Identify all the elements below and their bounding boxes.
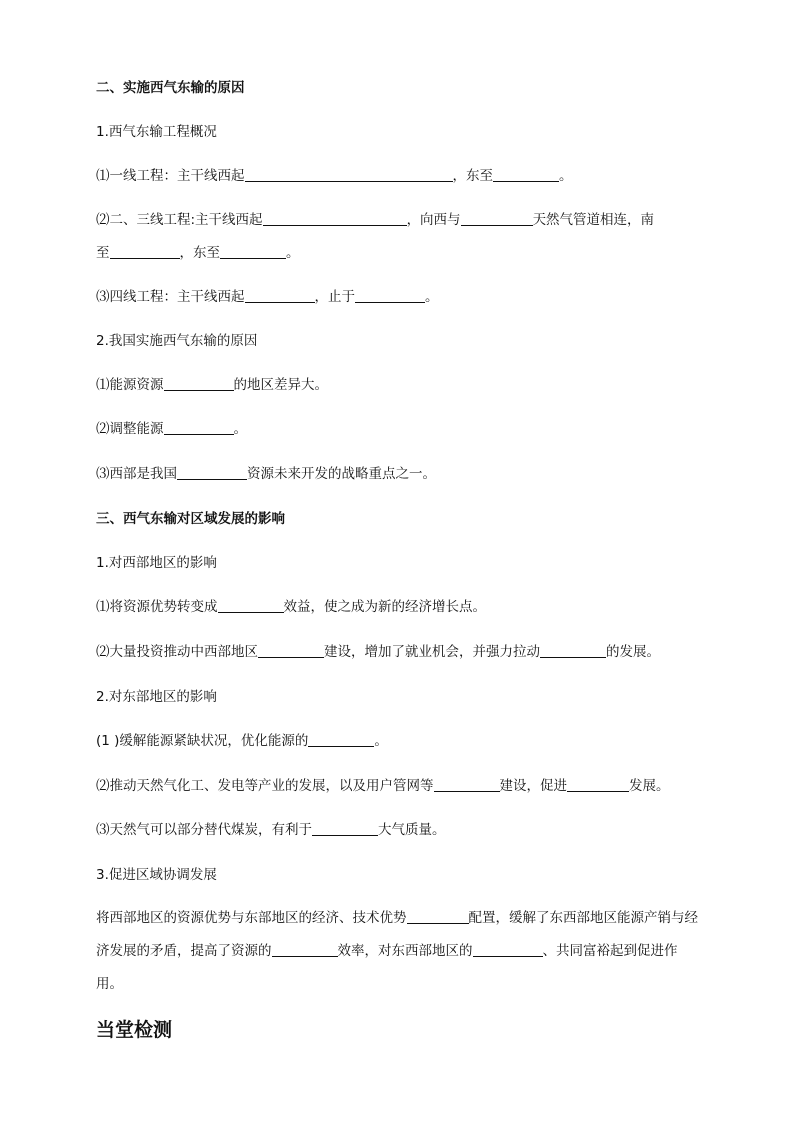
line-reason-3 bbox=[96, 464, 702, 484]
blank-field[interactable] bbox=[461, 211, 533, 226]
blank-field[interactable] bbox=[493, 167, 559, 182]
text: ，东至 bbox=[452, 168, 493, 184]
text: ，止于 bbox=[314, 289, 355, 305]
text: 。 bbox=[559, 168, 573, 184]
blank-field[interactable] bbox=[245, 167, 453, 182]
line-west-impact-2 bbox=[96, 642, 702, 662]
blank-field[interactable] bbox=[245, 288, 315, 303]
blank-field[interactable] bbox=[355, 288, 425, 303]
blank-field[interactable] bbox=[407, 909, 469, 924]
blank-field[interactable] bbox=[263, 211, 407, 226]
blank-field[interactable] bbox=[540, 643, 606, 658]
text: 效率，对东西部地区的 bbox=[337, 943, 473, 959]
text: ⑵调整能源 bbox=[96, 421, 164, 437]
text: ⑵二、三线工程:主干线西起 bbox=[96, 212, 263, 228]
blank-field[interactable] bbox=[164, 420, 234, 435]
text: 效益，使之成为新的经济增长点。 bbox=[283, 599, 486, 615]
text: 发展。 bbox=[629, 778, 670, 794]
section-heading-reasons: 二、实施西气东输的原因 bbox=[96, 80, 245, 96]
line-second-third-project bbox=[96, 210, 702, 230]
text: 将西部地区的资源优势与东部地区的经济、技术优势 bbox=[96, 910, 407, 926]
blank-field[interactable] bbox=[218, 598, 284, 613]
subheading-reasons: 2.我国实施西气东输的原因 bbox=[96, 333, 258, 349]
text: (1 )缓解能源紧缺状况，优化能源的 bbox=[96, 733, 309, 749]
text: ⑶天然气可以部分替代煤炭，有利于 bbox=[96, 822, 312, 838]
line-second-third-project-cont bbox=[96, 243, 702, 263]
blank-field[interactable] bbox=[312, 821, 378, 836]
subheading-regional-coordination: 3.促进区域协调发展 bbox=[96, 867, 217, 883]
text: 至 bbox=[96, 245, 110, 261]
blank-field[interactable] bbox=[473, 942, 543, 957]
subheading-west-impact: 1.对西部地区的影响 bbox=[96, 555, 217, 571]
blank-field[interactable] bbox=[567, 777, 629, 792]
paragraph-regional-coordination bbox=[96, 902, 702, 1001]
text: 的发展。 bbox=[606, 644, 660, 660]
blank-field[interactable] bbox=[177, 465, 247, 480]
line-reason-1 bbox=[96, 375, 702, 395]
line-west-impact-1 bbox=[96, 597, 702, 617]
text: 大气质量。 bbox=[378, 822, 446, 838]
text: ⑴能源资源 bbox=[96, 377, 164, 393]
text: 的地区差异大。 bbox=[233, 377, 328, 393]
line-east-impact-1 bbox=[96, 731, 702, 751]
blank-field[interactable] bbox=[434, 777, 500, 792]
text: 配置，缓解了东西部地区能源产销与经济发展的矛盾，提高了资源的 bbox=[96, 910, 698, 959]
text: ⑴一线工程：主干线西起 bbox=[96, 168, 245, 184]
blank-field[interactable] bbox=[110, 244, 180, 259]
text: ⑵大量投资推动中西部地区 bbox=[96, 644, 258, 660]
blank-field[interactable] bbox=[272, 942, 338, 957]
line-east-impact-3 bbox=[96, 820, 702, 840]
text: 。 bbox=[374, 733, 388, 749]
text: 。 bbox=[233, 421, 247, 437]
text: 建设，增加了就业机会，并强力拉动 bbox=[324, 644, 540, 660]
blank-field[interactable] bbox=[164, 376, 234, 391]
blank-field[interactable] bbox=[258, 643, 324, 658]
in-class-check-heading: 当堂检测 bbox=[96, 1019, 173, 1041]
line-first-line-project bbox=[96, 166, 702, 186]
text: 建设，促进 bbox=[499, 778, 567, 794]
text: ，向西与 bbox=[406, 212, 461, 228]
line-reason-2 bbox=[96, 419, 702, 439]
text: 天然气管道相连，南 bbox=[532, 212, 655, 228]
text: 。 bbox=[425, 289, 439, 305]
blank-field[interactable] bbox=[220, 244, 286, 259]
line-east-impact-2 bbox=[96, 776, 702, 796]
text: 资源未来开发的战略重点之一。 bbox=[247, 466, 436, 482]
blank-field[interactable] bbox=[308, 732, 374, 747]
text: ⑴将资源优势转变成 bbox=[96, 599, 218, 615]
text: ⑶四线工程：主干线西起 bbox=[96, 289, 245, 305]
section-heading-impact: 三、西气东输对区域发展的影响 bbox=[96, 511, 285, 527]
text: 、共同富裕起到促进作用。 bbox=[96, 943, 678, 992]
text: ⑵推动天然气化工、发电等产业的发展，以及用户管网等 bbox=[96, 778, 434, 794]
text: ⑶西部是我国 bbox=[96, 466, 177, 482]
subheading-project-overview: 1.西气东输工程概况 bbox=[96, 124, 217, 140]
line-fourth-line-project bbox=[96, 287, 702, 307]
text: ，东至 bbox=[179, 245, 220, 261]
text: 。 bbox=[286, 245, 300, 261]
subheading-east-impact: 2.对东部地区的影响 bbox=[96, 689, 217, 705]
